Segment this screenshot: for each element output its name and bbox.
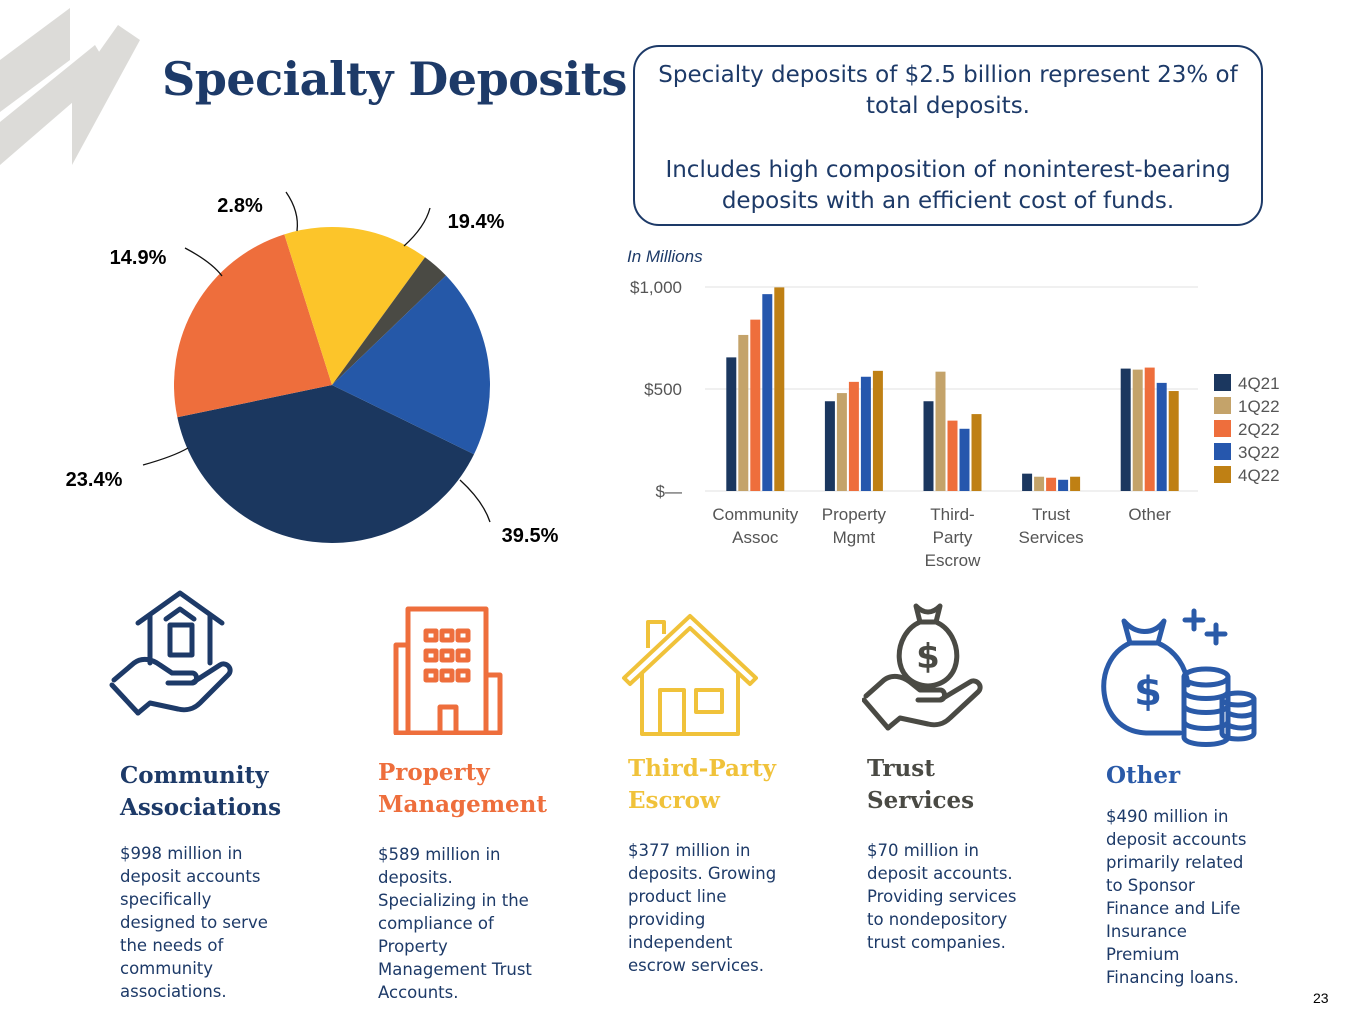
category-description: $589 million in deposits. Specializing in the compliance of Property Management Trust Accounts. <box>378 845 532 1002</box>
category-card <box>120 752 320 1003</box>
deposits-bar-chart <box>610 240 1310 580</box>
summary-callout <box>633 45 1263 226</box>
x-category-label: Community Assoc <box>712 505 799 547</box>
office-building-icon <box>390 605 505 739</box>
category-description: $70 million in deposit accounts. Providing services to nondepository trust companies. <box>867 841 1017 952</box>
pie-leader-line <box>460 480 490 522</box>
callout-line-2: Includes high composition of noninterest-bearing deposits with an efficient cost of funds. <box>665 157 1231 214</box>
pie-slice-label: 19.4% <box>447 211 505 233</box>
bar-2q22 <box>1046 478 1056 491</box>
deposit-mix-pie-chart <box>0 180 600 570</box>
bar-3q22 <box>861 377 871 491</box>
x-category-label: Third-Party Escrow <box>924 505 981 570</box>
y-tick-label: $1,000 <box>630 278 682 297</box>
callout-line-1: Specialty deposits of $2.5 billion represent 23% of total deposits. <box>658 62 1238 119</box>
pie-leader-line <box>143 448 188 465</box>
page-title: Specialty Deposits <box>162 52 627 106</box>
pie-slice-label: 39.5% <box>501 525 559 547</box>
page-number: 23 <box>1313 990 1329 1006</box>
bar-3q22 <box>762 294 772 491</box>
bar-1q22 <box>738 335 748 491</box>
category-card <box>378 749 578 1004</box>
category-description: $998 million in deposit accounts specifically designed to serve the needs of community associations. <box>120 844 268 1001</box>
bar-4q22 <box>1070 477 1080 491</box>
bar-4q21 <box>1121 369 1131 491</box>
pie-slice-label: 23.4% <box>65 469 123 491</box>
bar-3q22 <box>960 429 970 491</box>
legend-swatch <box>1214 443 1231 460</box>
pie-slice-label: 14.9% <box>109 247 167 269</box>
bar-3q22 <box>1157 383 1167 491</box>
bar-1q22 <box>1034 477 1044 491</box>
category-card <box>867 745 1067 954</box>
x-category-label: Property Mgmt <box>821 505 887 547</box>
legend-label: 2Q22 <box>1238 420 1280 439</box>
company-logo-mark <box>0 0 175 180</box>
bar-4q21 <box>1022 474 1032 491</box>
pie-leader-line <box>185 248 222 276</box>
bar-2q22 <box>1145 368 1155 491</box>
pie-leader-line <box>404 208 430 246</box>
x-category-label: Other <box>1128 505 1171 524</box>
category-description: $377 million in deposits. Growing product line providing independent escrow services. <box>628 841 777 975</box>
pie-leader-line <box>286 192 297 231</box>
svg-text:$: $ <box>916 637 940 677</box>
bar-4q22 <box>774 287 784 491</box>
bar-1q22 <box>837 393 847 491</box>
legend-swatch <box>1214 374 1231 391</box>
svg-text:$: $ <box>1134 669 1162 715</box>
legend-swatch <box>1214 420 1231 437</box>
house-icon <box>620 612 760 741</box>
legend-swatch <box>1214 397 1231 414</box>
bar-4q21 <box>825 401 835 491</box>
category-name: Third-Party Escrow <box>628 755 777 814</box>
legend-label: 4Q22 <box>1238 466 1280 485</box>
legend-swatch <box>1214 466 1231 483</box>
legend-label: 1Q22 <box>1238 397 1280 416</box>
bar-4q22 <box>873 371 883 491</box>
bar-4q21 <box>924 401 934 491</box>
category-card <box>1106 752 1306 989</box>
bar-3q22 <box>1058 480 1068 491</box>
y-tick-label: $500 <box>644 380 682 399</box>
chart-unit-note: In Millions <box>627 247 703 266</box>
category-card <box>628 745 828 977</box>
bar-2q22 <box>849 382 859 491</box>
pie-slice-label: 2.8% <box>217 195 263 217</box>
house-in-hand-icon <box>108 585 238 724</box>
y-tick-label: $— <box>655 482 682 501</box>
money-bag-in-hand-icon <box>862 600 992 739</box>
money-bag-coins-icon <box>1098 605 1258 754</box>
bar-1q22 <box>1133 370 1143 491</box>
bar-2q22 <box>948 421 958 491</box>
category-name: Other <box>1106 762 1181 789</box>
bar-1q22 <box>936 372 946 491</box>
category-name: Trust Services <box>867 755 975 814</box>
category-name: Property Management <box>378 759 548 818</box>
legend-label: 4Q21 <box>1238 374 1280 393</box>
bar-2q22 <box>750 320 760 491</box>
legend-label: 3Q22 <box>1238 443 1280 462</box>
bar-4q21 <box>726 357 736 491</box>
category-description: $490 million in deposit accounts primarily related to Sponsor Finance and Life Insurance Premium Financing loans. <box>1106 807 1247 987</box>
bar-4q22 <box>1169 391 1179 491</box>
category-name: Community Associations <box>120 762 282 821</box>
x-category-label: Trust Services <box>1018 505 1084 547</box>
bar-4q22 <box>972 414 982 491</box>
